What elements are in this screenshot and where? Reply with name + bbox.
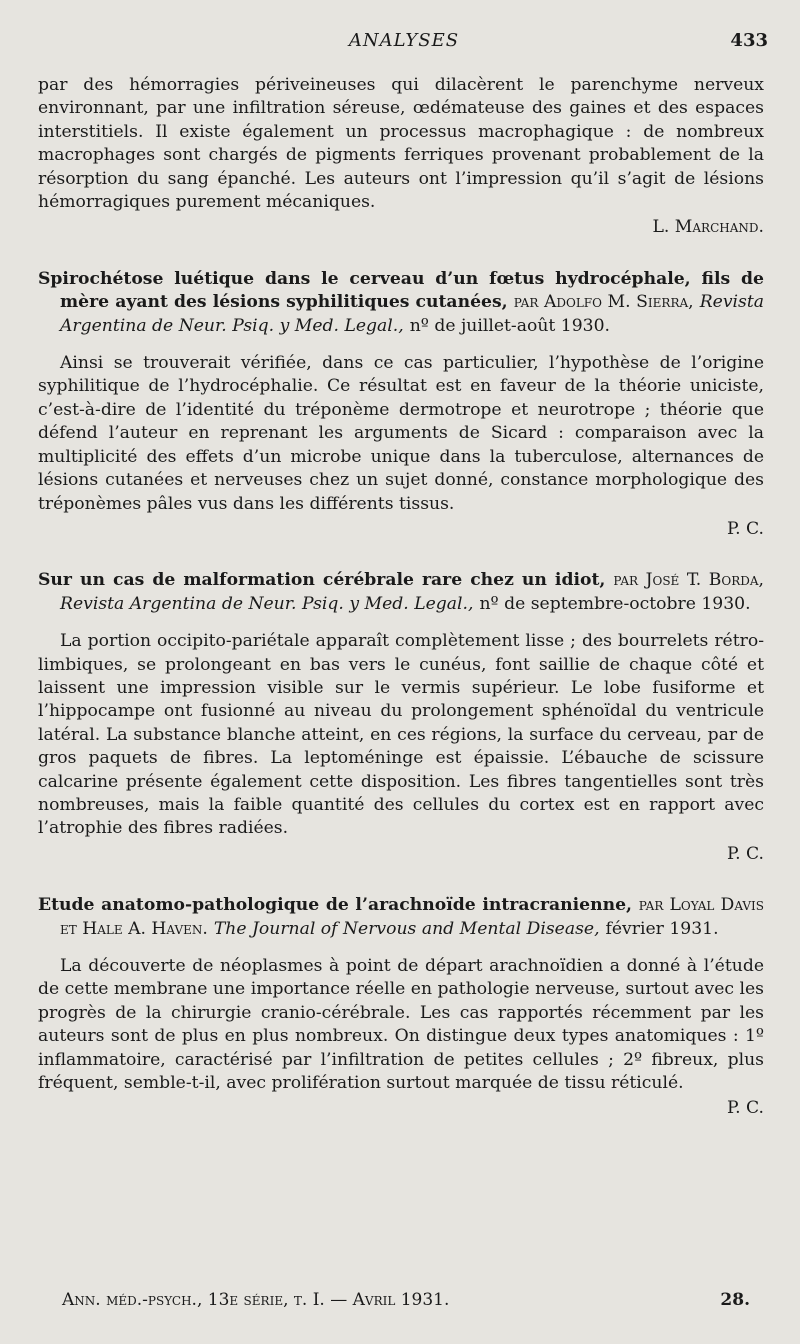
review-signature: L. Marchand. [652,217,764,238]
review-journal: Revista Argentina de Neur. Psiq. y Med. Legal., [60,593,474,614]
review-body: par des hémorragies périveineuses qui dilacèrent le parenchyme nerveux environnant, par une infiltration séreuse, œdémateuse des gaines et des espaces interstitiels. Il existe également un processus macrophagique : de nombreux macrophages sont chargés de pigments ferriques provenant probablement de la résorption du sang épanché. Les auteurs ont l’impression qu’il s’agit de lésions hémorragiques purement mécaniques. [38,75,764,213]
page-number: 433 [730,30,768,51]
review-title: Sur un cas de malformation cérébrale rare chez un idiot, [38,570,606,591]
review-body: La découverte de néoplasmes à point de départ arachnoïdien a donné à l’étude de cette membrane une importance réelle en pathologie nerveuse, surtout avec les progrès de la chirurgie cranio-cérébrale. Les cas rapportés récemment par les auteurs sont de plus en plus nombreux. On distingue deux types anatomiques : 1º inflammatoire, caractérisé par l’infiltration de petites cellules ; 2º fibreux, plus fréquent, semble-t-il, avec prolifération surtout marquée de tissu réticulé. [38,956,764,1094]
review-journal: The Journal of Nervous and Mental Disease, [213,918,600,939]
review-arachnoide [38,894,764,1121]
review-issue: février 1931. [605,918,719,939]
review-signature: P. C. [726,1098,764,1119]
review-signature: P. C. [726,518,764,539]
review-heading [38,569,764,616]
review-authors: par Loyal Davis et Hale A. Haven. [60,895,765,939]
page-body [38,74,764,1121]
review-heading [38,268,764,338]
review-continued [38,74,764,240]
review-body: Ainsi se trouverait vérifiée, dans ce cas particulier, l’hypothèse de l’origine syphilitique de l’hydrocéphalie. Ce résultat est en faveur de la théorie uniciste, c’est-à-dire de l’identité du tréponème dermotrope et neurotrope ; théorie que défend l’auteur en reprenant les arguments de Sicard : comparaison avec la multiplicité des effets d’un microbe unique dans la tuberculose, alternances de lésions cutanées et nerveuses chez un sujet donné, constance morphologique des tréponèmes pâles vus dans les différents tissus. [38,353,764,514]
review-authors: par Adolfo M. Sierra, [513,292,694,313]
footer-citation: Ann. méd.-psych., 13e série, t. I. — Avril 1931. [62,1290,450,1310]
review-issue: nº de septembre-octobre 1930. [479,593,751,614]
review-journal: Revista Argentina de Neur. Psiq. y Med. Legal., [60,292,765,336]
review-malformation [38,569,764,866]
review-body: La portion occipito-pariétale apparaît complètement lisse ; des bourrelets rétro-limbiques, se prolongeant en bas vers le cunéus, font saillie de chaque côté et laissent une impression visible sur le vermis supérieur. Le lobe fusiforme et l’hippocampe ont fusionné au niveau du prolongement sphénoïdal du ventricule latéral. La substance blanche atteint, en ces régions, la surface du cerveau, par de gros paquets de fibres. La leptoméninge est épaissie. L’ébauche de scissure calcarine présente également cette disposition. Les fibres tangentielles sont très nombreuses, mais la faible quantité des cellules du cortex est en rapport avec l’atrophie des fibres radiées. [38,631,764,839]
review-title: Spirochétose luétique dans le cerveau d’un fœtus hydrocéphale, fils de mère ayant des lésions syphilitiques cutanées, [38,268,764,313]
running-title: ANALYSES [348,30,460,51]
review-title: Etude anatomo-pathologique de l’arachnoïde intracranienne, [38,895,633,916]
review-authors: par José T. Borda, [613,570,764,591]
footer-sheet-number: 28. [720,1290,750,1310]
review-spirochetose [38,268,764,541]
review-issue: nº de juillet-août 1930. [409,315,610,336]
review-heading [38,894,764,941]
running-header [40,30,768,54]
review-signature: P. C. [726,843,764,864]
